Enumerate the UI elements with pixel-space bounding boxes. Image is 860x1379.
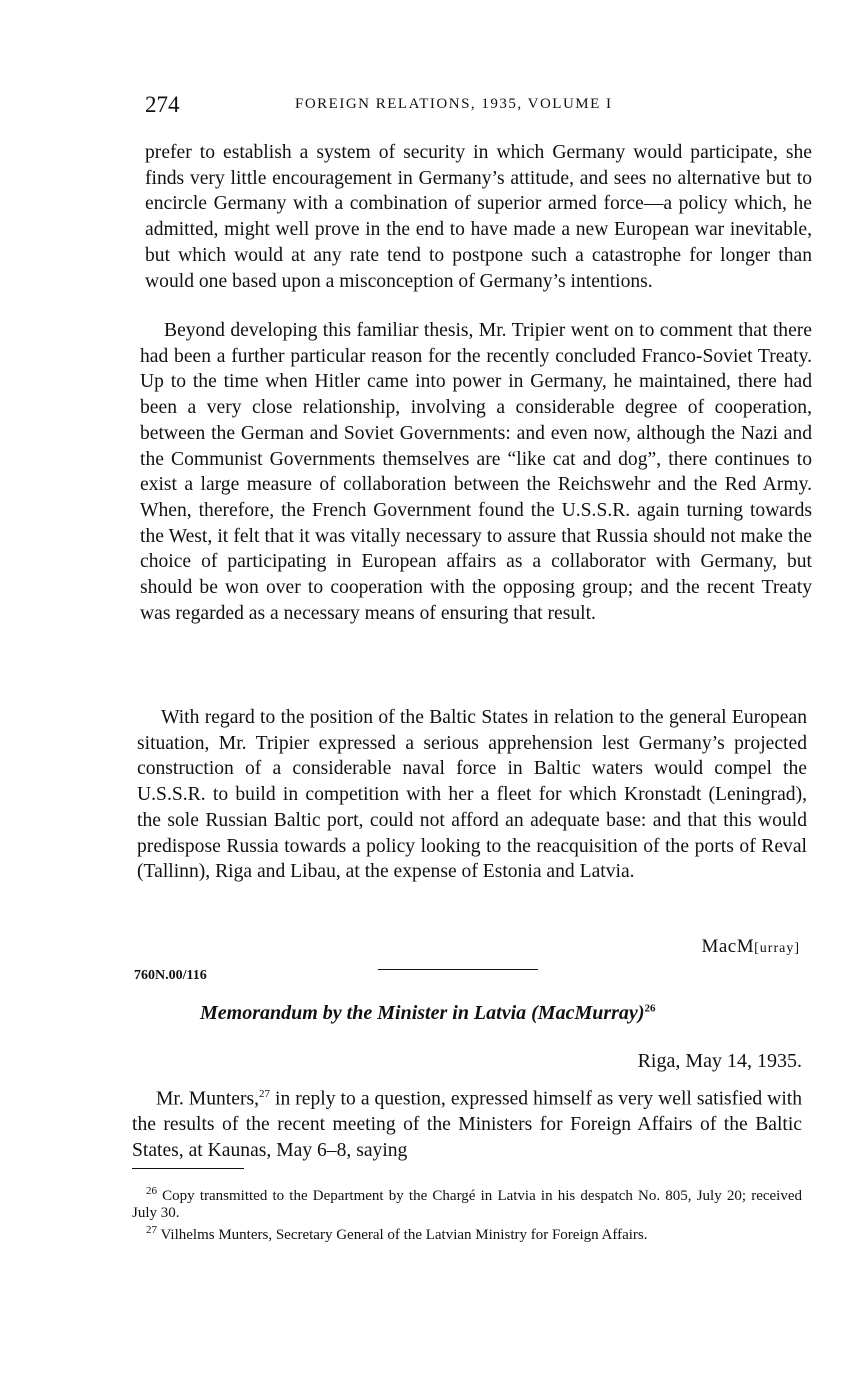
memo-title — [200, 1002, 655, 1025]
footnote-text: Copy transmitted to the Department by the Chargé in Latvia in his despatch No. 805, July 20; received July 30. — [132, 1188, 802, 1221]
section-divider — [378, 969, 538, 970]
file-reference: 760N.00/116 — [134, 968, 207, 983]
footnote — [132, 1222, 802, 1244]
running-head: FOREIGN RELATIONS, 1935, VOLUME I — [295, 96, 613, 112]
memo-body — [132, 1082, 802, 1164]
footnotes — [132, 1183, 802, 1244]
memo-body-footnote-ref: 27 — [259, 1088, 270, 1100]
footnote — [132, 1183, 802, 1222]
memo-body-start: Mr. Munters, — [156, 1088, 259, 1110]
paragraph-continuation: prefer to establish a system of security in which Germany would participate, she finds very little encouragement in Germany’s attitude, and sees no alternative but to encircle Germany with a combination of superior armed force—a policy which, he admitted, might well prove in the end to have made a new European war inevitable, but which would at any rate tend to postpone such a catastrophe for longer than would one based upon a misconception of Germany’s intentions. — [145, 142, 812, 292]
signature-bracket: [urray] — [754, 941, 800, 956]
paragraph-baltic-states: With regard to the position of the Baltic States in relation to the general European situation, Mr. Tripier expressed a serious apprehension lest Germany’s projected construction of a considerable naval force in Baltic waters would compel the U.S.S.R. to build in competition with her a fleet for which Kronstadt (Leningrad), the sole Russian Baltic port, could not afford an adequate base: and that this would predispose Russia towards a policy looking to the reacquisition of the ports of Reval (Tallinn), Riga and Libau, at the expense of Estonia and Latvia. — [137, 707, 807, 883]
page-header — [145, 92, 815, 122]
footnote-text: Vilhelms Munters, Secretary General of the Latvian Ministry for Foreign Affairs. — [157, 1227, 648, 1243]
page-number: 274 — [145, 92, 180, 117]
signature-name: MacM — [701, 936, 755, 957]
footnote-marker: 27 — [146, 1224, 157, 1236]
signature — [701, 936, 800, 958]
paragraph-franco-soviet-treaty: Beyond developing this familiar thesis, Mr. Tripier went on to comment that there had been a further particular reason for the recently concluded Franco-Soviet Treaty. Up to the time when Hitler came into power in Germany, he maintained, there had been a very close relationship, involving a considerable degree of cooperation, between the German and Soviet Governments: and even now, although the Nazi and the Communist Governments themselves are “like cat and dog”, there continues to exist a large measure of collaboration between the Reichswehr and the Red Army. When, therefore, the French Government found the U.S.S.R. again turning towards the West, it felt that it was vitally necessary to assure that Russia should not make the choice of participating in European affairs as a collaborator with Germany, but should be won over to cooperation with the opposing group; and the recent Treaty was regarded as a necessary means of ensuring that result. — [140, 320, 812, 624]
memo-title-footnote-ref: 26 — [644, 1002, 656, 1015]
footnote-rule — [132, 1168, 244, 1169]
memo-dateline: Riga, May 14, 1935. — [637, 1050, 802, 1072]
footnote-marker: 26 — [146, 1185, 157, 1197]
memo-title-text: Memorandum by the Minister in Latvia (MacMurray) — [200, 1002, 645, 1024]
memo-body-rest: in reply to a question, expressed himself as very well satisfied with the results of the recent meeting of the Ministers for Foreign Affairs of the Baltic States, at Kaunas, May 6–8, saying — [132, 1088, 802, 1161]
